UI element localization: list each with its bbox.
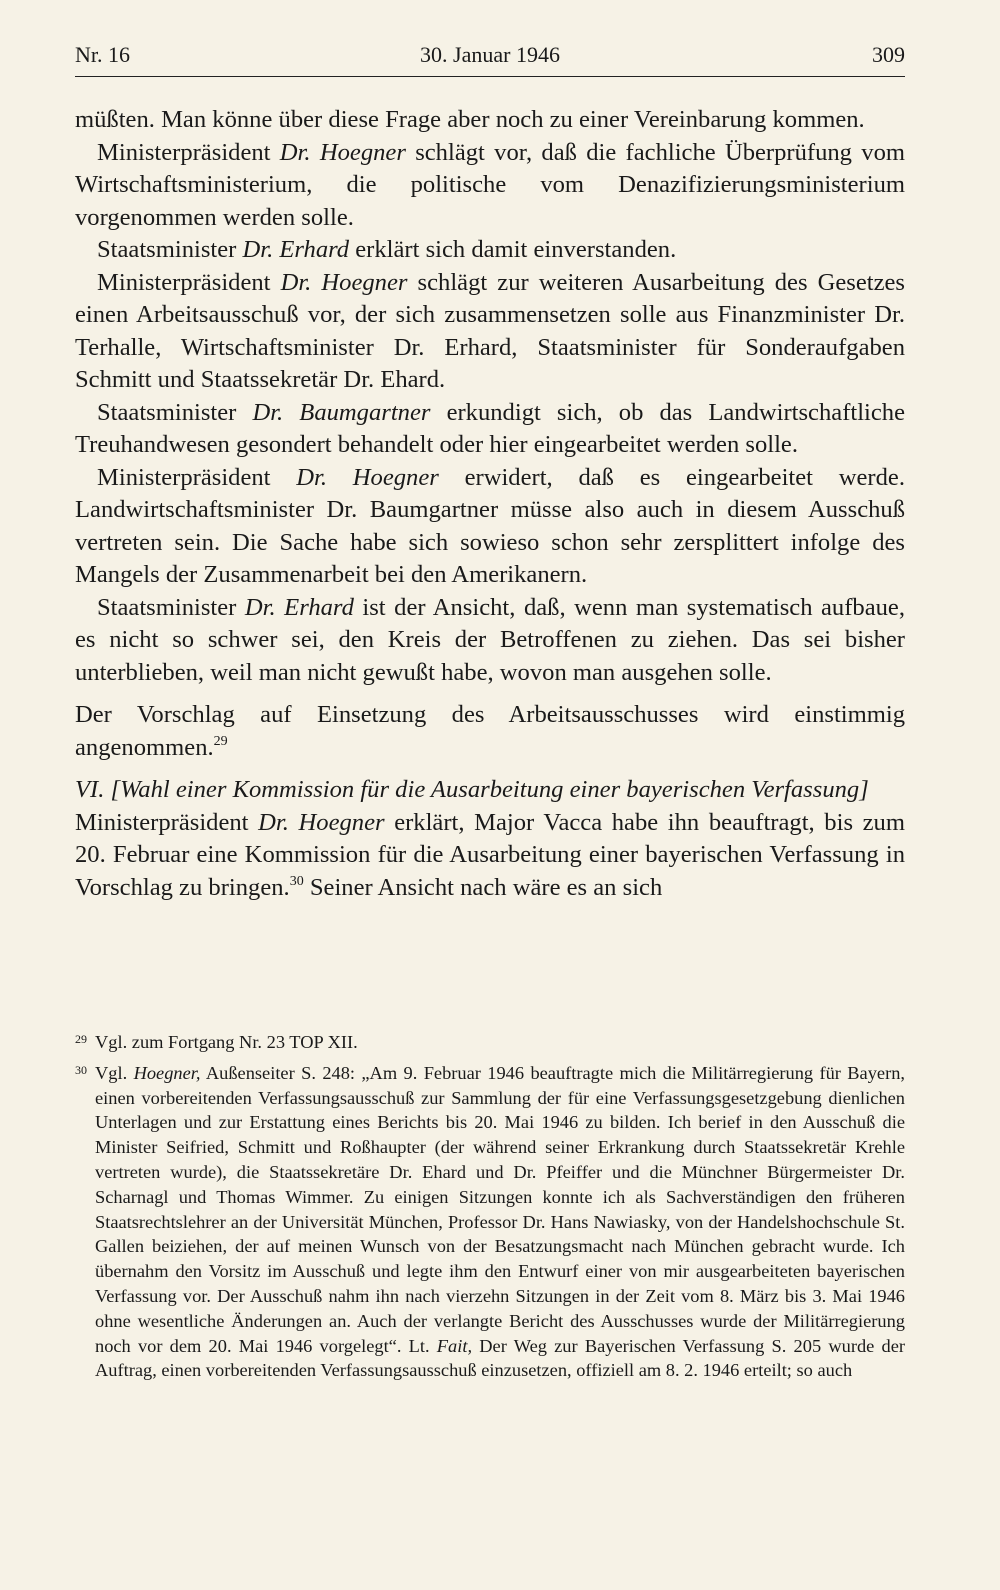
speaker-name: Dr. Baumgartner: [252, 398, 431, 426]
quotation: Außenseiter S. 248: „Am 9. Februar 1946 beauftragte mich die Militärregierung für Bayern, einen vorbereitenden Verfassungsausschuß zur Sammlung der für eine Verfassungsgesetzgebung dienlichen Unterlagen und zur Erstattung eines Berichts bis 20. Mai 1946 zu bilden. Ich berief in den Ausschuß die Minister Seifried, Schmitt und Roßhaupter (der während seiner Erkrankung durch Staatssekretär Krehle vertreten wurde), die Staatssekretäre Dr. Ehard und Dr. Pfeiffer und die Münchner Bürgermeister Dr. Scharnagl und Thomas Wimmer. Zu einigen Sitzungen konnte ich als Sachverständigen den früheren Staatsrechtslehrer an der Universität München, Professor Dr. Hans Nawiasky, von der Handelshochschule St. Gallen beiziehen, der auf meinen Wunsch von der Besatzungsmacht nach München gebracht wurde. Ich übernahm den Vorsitz im Ausschuß und legte ihm den Entwurf einer von mir ausgearbeiteten bayerischen Verfassung vor. Der Ausschuß nahm ihn nach vierzehn Sitzungen in der Zeit vom 8. März bis 3. Mai 1946 ohne wesentliche Änderungen an. Auch der verlangte Bericht des Ausschusses wurde der Militärregierung noch vor dem 20. Mai 1946 vorgelegt“. Lt.: [95, 1062, 905, 1356]
cited-author: Hoegner,: [133, 1062, 201, 1083]
cited-author: Fait,: [436, 1335, 473, 1356]
paragraph: [75, 592, 905, 690]
speaker-name: Dr. Hoegner: [280, 268, 408, 296]
speaker-title: Staatsminister: [97, 593, 245, 621]
running-header: [75, 42, 905, 77]
footnote: [75, 1030, 905, 1055]
paragraph-text: schlägt vor, daß die fachliche Überprüfung vom Wirtschaftsministerium, die politische vom Denazifizierungsministerium vorgenommen werden solle.: [75, 138, 905, 231]
speaker-title: Ministerpräsident: [97, 138, 280, 166]
paragraph: [75, 807, 905, 905]
section-heading: VI. [Wahl einer Kommission für die Ausarbeitung einer bayerischen Verfassung]: [75, 776, 869, 803]
paragraph: [75, 397, 905, 462]
footnote-text: [95, 1061, 905, 1383]
speaker-name: Dr. Erhard: [244, 593, 354, 621]
speaker-name: Dr. Erhard: [242, 236, 350, 263]
speaker-title: Staatsminister: [97, 236, 243, 263]
footnote-ref: 30: [289, 873, 304, 889]
paragraph: [75, 267, 905, 397]
header-date: 30. Januar 1946: [420, 42, 560, 67]
footnote-lead: Vgl.: [95, 1062, 134, 1083]
footnote-number: 30: [75, 1062, 87, 1077]
paragraph-text: erwidert, daß es eingearbeitet werde. Landwirtschaftsminister Dr. Baumgartner müsse also auch in diesem Ausschuß vertreten sein. Die Sache habe sich sowieso schon sehr zersplittert infolge des Mangels der Zusammenarbeit bei den Amerikanern.: [75, 463, 905, 588]
footnotes: [75, 1030, 905, 1383]
paragraph: [75, 699, 905, 764]
footnote-text: Vgl. zum Fortgang Nr. 23 TOP XII.: [95, 1032, 358, 1052]
paragraph-text: ist der Ansicht, daß, wenn man systematisch aufbaue, es nicht so schwer sei, den Kreis der Betroffenen zu ziehen. Das sei bisher unterblieben, weil man nicht gewußt habe, wovon man ausgehen solle.: [75, 593, 905, 686]
main-text: [75, 104, 905, 904]
speaker-name: Dr. Hoegner: [279, 138, 406, 166]
speaker-title: Ministerpräsident: [97, 268, 281, 296]
speaker-title: Ministerpräsident: [97, 463, 297, 491]
paragraph-text: schlägt zur weiteren Ausarbeitung des Gesetzes einen Arbeitsausschuß vor, der sich zusammensetzen solle aus Finanzminister Dr. Terhalle, Wirtschaftsminister Dr. Erhard, Staatsminister für Sonderaufgaben Schmitt und Staatssekretär Dr. Ehard.: [75, 268, 905, 393]
paragraph: [75, 234, 905, 267]
speaker-title: Staatsminister: [97, 398, 253, 426]
speaker-name: Dr. Hoegner: [296, 463, 439, 491]
paragraph: müßten. Man könne über diese Frage aber noch zu einer Vereinbarung kommen.: [75, 106, 865, 133]
paragraph-text: erklärt sich damit einverstanden.: [349, 236, 677, 263]
page-number: 309: [872, 42, 905, 67]
paragraph-text: erklärt, Major Vacca habe ihn beauftragt, bis zum 20. Februar eine Kommission für die Ausarbeitung einer bayerischen Verfassung in Vorschlag zu bringen.: [75, 808, 905, 901]
paragraph: [75, 462, 905, 592]
footnote-ref: 29: [213, 733, 228, 749]
speaker-title: Ministerpräsident: [75, 808, 259, 836]
speaker-name: Dr. Hoegner: [258, 808, 385, 836]
footnote-number: 29: [75, 1032, 87, 1046]
footnote-continuation: Der Weg zur Bayerischen Verfassung S. 205 wurde der Auftrag, einen vorbereitenden Verfassungsausschuß einzusetzen, offiziell am 8. 2. 1946 erteilt; so auch: [95, 1335, 905, 1381]
paragraph-text: Der Vorschlag auf Einsetzung des Arbeitsausschusses wird einstimmig angenommen.: [75, 701, 905, 761]
paragraph: [75, 137, 905, 235]
issue-number: Nr. 16: [75, 42, 130, 67]
footnote: [75, 1061, 905, 1383]
paragraph-text: erkundigt sich, ob das Landwirtschaftliche Treuhandwesen gesondert behandelt oder hier eingearbeitet werden solle.: [75, 398, 906, 458]
paragraph-text: Seiner Ansicht nach wäre es an sich: [303, 873, 663, 901]
